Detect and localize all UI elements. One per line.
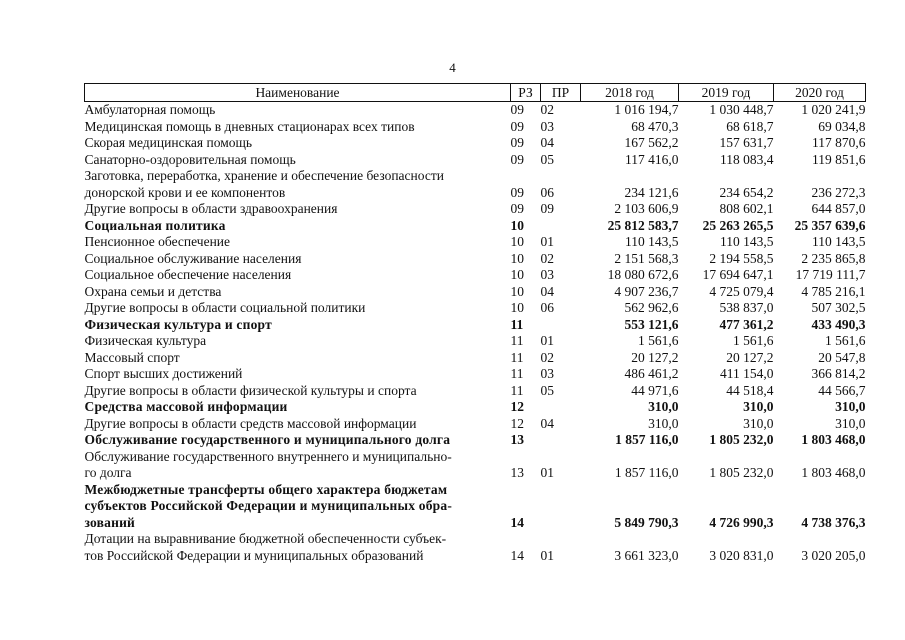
row-2018: 562 962,6 <box>624 300 679 315</box>
table-row <box>85 135 866 152</box>
row-2018: 110 143,5 <box>625 234 679 249</box>
row-pr: 01 <box>540 234 554 249</box>
row-2018: 1 016 194,7 <box>614 102 679 117</box>
header-2018: 2018 год <box>581 84 679 102</box>
row-pr: 02 <box>540 102 554 117</box>
table-row <box>85 399 866 416</box>
row-2020: 310,0 <box>835 399 866 414</box>
row-2019: 25 263 265,5 <box>702 217 774 233</box>
table-row <box>85 317 866 334</box>
row-pr: 04 <box>540 135 554 150</box>
row-pr <box>541 317 581 334</box>
row-2019: 310,0 <box>743 415 774 431</box>
row-rz: 14 <box>510 514 524 530</box>
row-name-line: Обслуживание государственного и муниципального долга <box>84 432 451 447</box>
row-2018: 2 151 568,3 <box>614 250 679 266</box>
row-pr: 05 <box>540 151 554 167</box>
row-pr <box>541 432 581 449</box>
row-rz: 09 <box>510 201 524 216</box>
row-rz: 11 <box>510 382 524 398</box>
row-2018: 25 812 583,7 <box>607 217 679 233</box>
row-2019: 157 631,7 <box>719 135 774 150</box>
row-2020: 1 803 468,0 <box>801 465 866 480</box>
row-2019: 808 602,1 <box>719 201 774 216</box>
row-rz: 10 <box>510 234 524 249</box>
table-row <box>85 218 866 235</box>
row-2018: 5 849 790,3 <box>614 514 679 530</box>
row-name <box>85 399 511 416</box>
row-2020: 3 020 205,0 <box>801 547 866 563</box>
row-2020: 4 738 376,3 <box>801 514 866 530</box>
row-rz: 12 <box>510 415 524 431</box>
row-2019: 234 654,2 <box>719 184 774 200</box>
row-rz: 10 <box>510 300 524 315</box>
row-2018: 20 127,2 <box>631 349 679 365</box>
row-pr: 02 <box>540 349 554 365</box>
row-name-line: Спорт высших достижений <box>84 366 243 381</box>
table-row <box>85 251 866 268</box>
row-name <box>85 201 511 218</box>
row-rz: 09 <box>510 102 524 117</box>
row-name <box>85 102 511 119</box>
row-2019: 44 518,4 <box>726 382 774 398</box>
row-2020: 25 357 639,6 <box>794 217 866 233</box>
table-row <box>85 333 866 350</box>
row-2019: 118 083,4 <box>720 151 774 167</box>
table-row <box>85 383 866 400</box>
row-name-line: донорской крови и ее компонентов <box>84 184 286 200</box>
row-name <box>85 333 511 350</box>
row-2018: 68 470,3 <box>631 118 679 134</box>
row-rz: 11 <box>510 366 524 381</box>
row-name <box>85 218 511 235</box>
table-body <box>85 102 866 565</box>
table-row <box>85 234 866 251</box>
row-name-line: Социальное обеспечение населения <box>84 267 292 282</box>
row-name-line: Другие вопросы в области физической культуры и спорта <box>84 382 417 398</box>
row-rz: 11 <box>510 349 524 365</box>
row-2020: 110 143,5 <box>812 234 866 249</box>
row-2018: 310,0 <box>648 399 679 414</box>
row-name <box>85 383 511 400</box>
row-2018: 1 857 116,0 <box>614 465 679 480</box>
row-2019: 1 805 232,0 <box>709 432 774 447</box>
row-2019: 538 837,0 <box>719 300 774 315</box>
row-name <box>85 350 511 367</box>
row-rz: 09 <box>510 151 524 167</box>
row-pr: 03 <box>540 118 554 134</box>
row-2019: 68 618,7 <box>726 118 774 134</box>
row-name-line: Охрана семьи и детства <box>84 283 222 299</box>
row-name <box>85 366 511 383</box>
row-name <box>85 152 511 169</box>
row-2019: 2 194 558,5 <box>709 250 774 266</box>
row-name-line: Средства массовой информации <box>84 399 288 414</box>
row-2018: 1 561,6 <box>638 333 679 348</box>
row-name <box>85 531 511 564</box>
row-name-line: Другие вопросы в области социальной политики <box>84 300 366 315</box>
row-2019: 4 725 079,4 <box>709 283 774 299</box>
row-2020: 644 857,0 <box>811 201 866 216</box>
row-2020: 17 719 111,7 <box>795 267 866 282</box>
row-2020: 20 547,8 <box>818 349 866 365</box>
row-2018: 3 661 323,0 <box>614 547 679 563</box>
row-pr <box>541 482 581 532</box>
budget-table <box>84 83 866 564</box>
row-2020: 433 490,3 <box>811 316 866 332</box>
row-rz: 11 <box>510 316 524 332</box>
row-rz: 09 <box>510 118 524 134</box>
row-2019: 4 726 990,3 <box>709 514 774 530</box>
row-2019: 411 154,0 <box>720 366 774 381</box>
row-2019: 477 361,2 <box>719 316 774 332</box>
table-row <box>85 152 866 169</box>
table-row <box>85 168 866 201</box>
table-row <box>85 300 866 317</box>
row-name-line: Физическая культура <box>84 333 207 348</box>
row-rz: 09 <box>510 184 524 200</box>
table-row <box>85 482 866 532</box>
row-pr: 03 <box>540 366 554 381</box>
row-name-line: Медицинская помощь в дневных стационарах всех типов <box>84 118 415 134</box>
row-pr: 01 <box>540 547 554 563</box>
row-name-line: Заготовка, переработка, хранение и обеспечение безопасности <box>84 168 444 183</box>
row-pr: 03 <box>540 267 554 282</box>
row-2018: 234 121,6 <box>624 184 679 200</box>
row-2018: 4 907 236,7 <box>614 283 679 299</box>
row-2018: 1 857 116,0 <box>615 432 679 447</box>
row-2018: 117 416,0 <box>625 151 679 167</box>
row-2020: 310,0 <box>835 415 866 431</box>
row-2018: 44 971,6 <box>631 382 679 398</box>
row-name-line: субъектов Российской Федерации и муниципальных обра- <box>84 498 453 513</box>
row-rz: 10 <box>510 283 524 299</box>
row-name <box>85 267 511 284</box>
row-pr: 01 <box>540 465 554 480</box>
row-name-line: Пенсионное обеспечение <box>84 234 231 249</box>
row-name-line: го долга <box>84 465 132 480</box>
table-row <box>85 416 866 433</box>
row-name <box>85 482 511 532</box>
row-2018: 2 103 606,9 <box>614 201 679 216</box>
row-2020: 69 034,8 <box>818 118 866 134</box>
row-name-line: Другие вопросы в области средств массовой информации <box>84 415 417 431</box>
row-name-line: Дотации на выравнивание бюджетной обеспеченности субъек- <box>84 531 447 546</box>
table-row <box>85 350 866 367</box>
row-name <box>85 135 511 152</box>
row-2018: 310,0 <box>648 415 679 431</box>
header-rz: РЗ <box>511 84 541 102</box>
row-rz: 09 <box>510 135 524 150</box>
row-2019: 310,0 <box>743 399 774 414</box>
row-name <box>85 234 511 251</box>
row-pr: 05 <box>540 382 554 398</box>
row-2018: 167 562,2 <box>624 135 679 150</box>
table-header <box>85 84 866 102</box>
table-row <box>85 102 866 119</box>
row-rz: 10 <box>510 267 524 282</box>
row-pr: 02 <box>540 250 554 266</box>
table-row <box>85 284 866 301</box>
row-name <box>85 251 511 268</box>
row-name-line: Амбулаторная помощь <box>84 102 216 117</box>
row-pr <box>541 399 581 416</box>
row-2020: 117 870,6 <box>812 135 866 150</box>
row-name <box>85 168 511 201</box>
row-pr: 04 <box>540 283 554 299</box>
row-2020: 1 561,6 <box>825 333 866 348</box>
header-2020: 2020 год <box>774 84 866 102</box>
row-name <box>85 449 511 482</box>
row-name-line: тов Российской Федерации и муниципальных образований <box>84 547 424 563</box>
table-row <box>85 449 866 482</box>
row-pr: 06 <box>540 184 554 200</box>
table-row <box>85 201 866 218</box>
table-row <box>85 531 866 564</box>
row-2018: 18 080 672,6 <box>607 267 679 282</box>
table-row <box>85 432 866 449</box>
row-2018: 486 461,2 <box>624 366 679 381</box>
row-pr: 04 <box>540 415 554 431</box>
row-2018: 553 121,6 <box>624 316 679 332</box>
row-2020: 366 814,2 <box>811 366 866 381</box>
row-rz: 10 <box>510 250 524 266</box>
row-rz: 13 <box>510 465 524 480</box>
row-rz: 12 <box>510 399 524 414</box>
row-rz: 11 <box>510 333 524 348</box>
row-rz: 14 <box>510 547 524 563</box>
row-name-line: Санаторно-оздоровительная помощь <box>84 151 296 167</box>
row-2020: 4 785 216,1 <box>801 283 866 299</box>
row-2019: 1 030 448,7 <box>709 102 774 117</box>
row-name-line: Обслуживание государственного внутреннего и муниципально- <box>84 448 452 464</box>
row-name-line: Социальное обслуживание населения <box>84 250 302 266</box>
row-name <box>85 317 511 334</box>
row-pr <box>541 218 581 235</box>
row-name-line: Скорая медицинская помощь <box>84 135 253 150</box>
row-pr: 01 <box>540 333 554 348</box>
row-2020: 44 566,7 <box>818 382 866 398</box>
row-name-line: Другие вопросы в области здравоохранения <box>84 201 338 216</box>
row-rz: 10 <box>510 217 524 233</box>
header-2019: 2019 год <box>679 84 774 102</box>
row-2019: 20 127,2 <box>726 349 774 365</box>
table-row <box>85 366 866 383</box>
table-row <box>85 119 866 136</box>
row-2020: 507 302,5 <box>811 300 866 315</box>
header-name: Наименование <box>85 84 511 102</box>
row-rz: 13 <box>510 432 524 447</box>
row-2019: 1 561,6 <box>733 333 774 348</box>
row-2020: 236 272,3 <box>811 184 866 200</box>
page-number: 4 <box>449 60 456 75</box>
row-name-line: Физическая культура и спорт <box>84 316 272 332</box>
row-name <box>85 119 511 136</box>
row-name <box>85 300 511 317</box>
row-pr: 06 <box>540 300 554 315</box>
row-2020: 119 851,6 <box>812 151 866 167</box>
row-2019: 3 020 831,0 <box>709 547 774 563</box>
row-2019: 110 143,5 <box>720 234 774 249</box>
row-name-line: Межбюджетные трансферты общего характера бюджетам <box>84 481 448 497</box>
row-name <box>85 416 511 433</box>
header-pr: ПР <box>541 84 581 102</box>
row-pr: 09 <box>540 201 554 216</box>
table-row <box>85 267 866 284</box>
row-2020: 1 803 468,0 <box>801 432 866 447</box>
row-2020: 2 235 865,8 <box>801 250 866 266</box>
row-2019: 17 694 647,1 <box>702 267 774 282</box>
row-name-line: Социальная политика <box>84 217 226 233</box>
row-2020: 1 020 241,9 <box>801 102 866 117</box>
row-2019: 1 805 232,0 <box>709 465 774 480</box>
row-name <box>85 432 511 449</box>
row-name-line: зований <box>84 514 136 530</box>
row-name-line: Массовый спорт <box>84 349 180 365</box>
row-name <box>85 284 511 301</box>
